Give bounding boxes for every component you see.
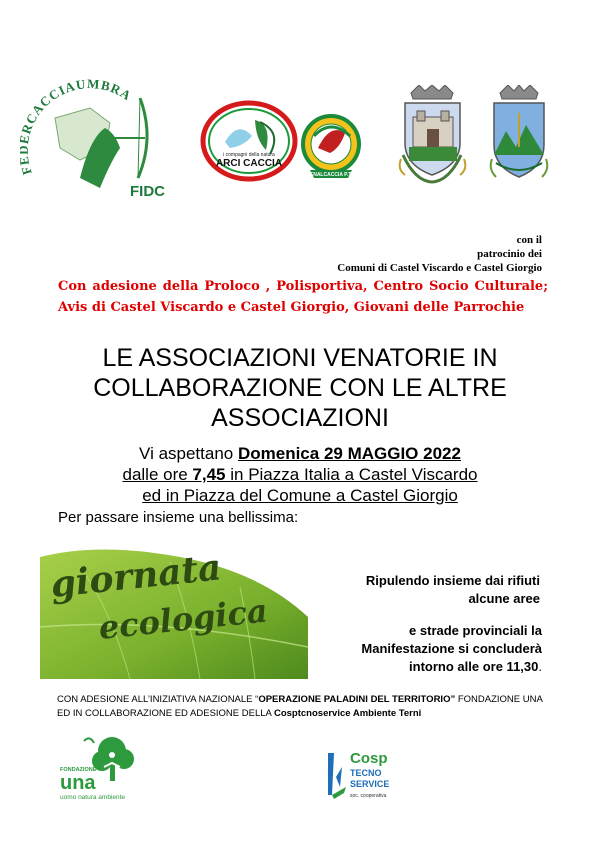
castel-viscardo-crest: [395, 85, 470, 185]
una-text: una: [60, 772, 96, 794]
footer-part-1: CON ADESIONE ALL’INIZIATIVA NAZIONALE “: [57, 694, 259, 705]
adhesion-paragraph: Con adesione della Proloco , Polisportiva, Centro Socio Culturale; Avis di Castel Viscardo e Castel Giorgio, Giovani delle Parrochie: [58, 279, 548, 315]
event-time: 7,45: [192, 465, 226, 484]
patronage-line-3: Comuni di Castel Viscardo e Castel Giorgio: [337, 262, 542, 274]
invite-line-1-prefix: Vi aspettano: [139, 444, 238, 463]
invite-line-2: [30, 464, 570, 485]
cosp-tecnoservice-logo: [326, 747, 396, 807]
arci-caccia-text: ARCI CACCIA: [215, 158, 283, 169]
invitation-block: [30, 443, 570, 506]
end-time-text-block: [330, 622, 542, 676]
enalcaccia-logo: [300, 108, 362, 190]
invite-line-2-prefix: dalle ore: [122, 465, 193, 484]
federcaccia-text: CACCIAUMBRA: [22, 78, 135, 127]
event-date: Domenica 29 MAGGIO 2022: [237, 444, 461, 463]
headline-line-1: LE ASSOCIAZIONI VENATORIE IN: [102, 344, 498, 372]
cosp-text: Cosp: [350, 750, 388, 767]
end-line-1: e strade provinciali la: [409, 623, 542, 638]
una-sub-text: uomo natura ambiente: [60, 794, 126, 801]
footer-part-2: FONDAZIONE UNA: [455, 694, 543, 705]
passare-text: Per passare insieme una bellissima:: [58, 509, 299, 526]
ecologica-text: ecologica: [96, 591, 270, 647]
patronage-line-2: patrocinio dei: [477, 248, 542, 260]
end-line-2: Manifestazione si concluderà: [361, 641, 542, 656]
footer-part-3: ED IN COLLABORAZIONE ED ADESIONE DELLA: [57, 708, 274, 719]
end-line-3-dot: .: [538, 659, 542, 674]
headline: [30, 343, 570, 433]
una-small-text: FONDAZIONE: [60, 767, 97, 773]
end-line-3-text: intorno alle ore 11,30: [409, 659, 539, 674]
arci-caccia-logo: [200, 100, 298, 182]
cleanup-line-2: alcune aree: [468, 591, 540, 606]
cleanup-line-1: Ripulendo insieme dai rifiuti: [365, 573, 540, 588]
patronage-block: [337, 233, 542, 275]
cosp-service-text: SERVICE: [350, 779, 390, 789]
fondazione-una-logo: [60, 733, 140, 801]
footer-initiative-name: OPERAZIONE PALADINI DEL TERRITORIO”: [258, 694, 456, 705]
fidc-text: FIDC: [130, 183, 165, 200]
giornata-text: giornata: [48, 547, 224, 606]
headline-line-3: ASSOCIAZIONI: [211, 404, 389, 432]
cosp-tecno-text: TECNO: [350, 768, 382, 778]
headline-line-2: COLLABORAZIONE CON LE ALTRE: [93, 374, 507, 402]
federcaccia-umbra-logo: [20, 78, 170, 203]
patronage-line-1: con il: [516, 234, 542, 246]
end-line-3: [330, 658, 542, 676]
invite-line-1: [30, 443, 570, 464]
arci-caccia-tagline: i compagni della natura: [223, 152, 275, 158]
giornata-ecologica-image: [40, 547, 308, 679]
cosp-soc-text: soc. cooperativa: [350, 793, 387, 799]
invite-line-3: ed in Piazza del Comune a Castel Giorgio: [142, 486, 458, 505]
footer-paragraph: [57, 693, 557, 721]
enalcaccia-text: ENALCACCIA P.T.: [309, 172, 353, 178]
cleanup-text-block: [330, 572, 540, 608]
invite-line-2-suffix: in Piazza Italia a Castel Viscardo: [225, 465, 478, 484]
castel-giorgio-crest: [488, 85, 550, 185]
footer-cosp-name: Cosptcnoservice Ambiente Terni: [273, 708, 422, 719]
